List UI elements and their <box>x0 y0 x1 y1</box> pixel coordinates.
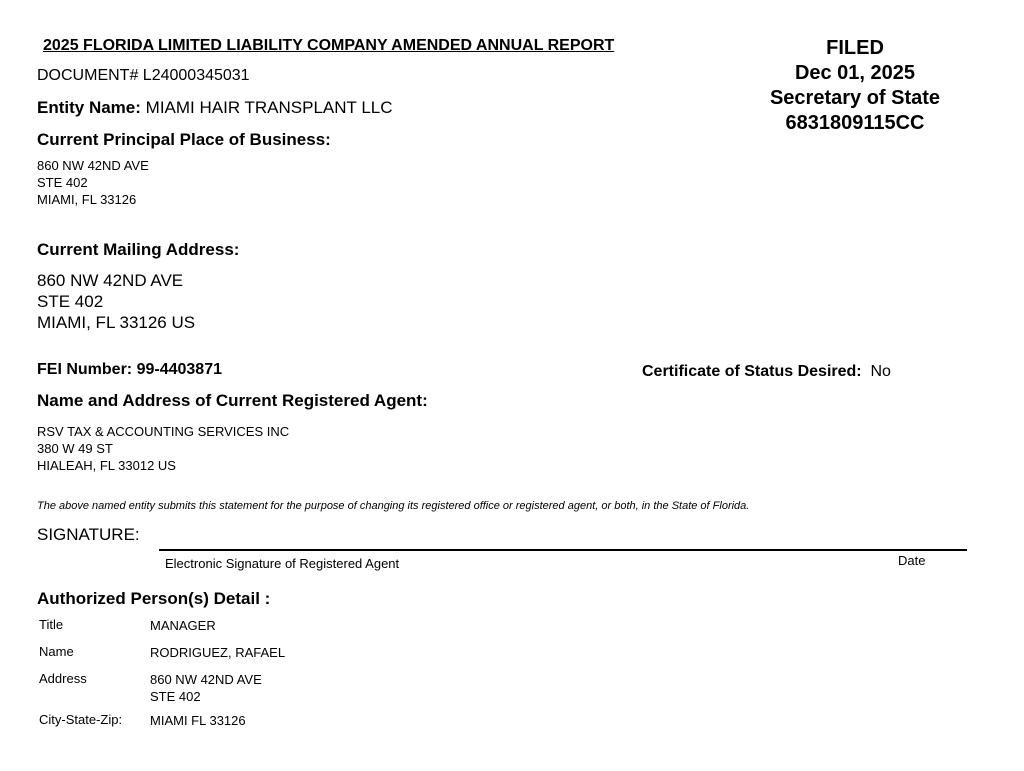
mailing-address-heading: Current Mailing Address: <box>37 240 240 259</box>
registered-agent-heading: Name and Address of Current Registered Agent: <box>37 391 428 410</box>
entity-name-value: MIAMI HAIR TRANSPLANT LLC <box>145 98 393 117</box>
registered-agent-line: RSV TAX & ACCOUNTING SERVICES INC <box>37 424 290 439</box>
signature-caption: Electronic Signature of Registered Agent <box>165 556 400 571</box>
certificate-status-label: Certificate of Status Desired: <box>642 363 862 380</box>
agent-statement: The above named entity submits this statement for the purpose of changing its registered office or registered agent, or both, in the State of Florida. <box>37 500 750 512</box>
signature-label: SIGNATURE: <box>37 525 140 544</box>
address-line: STE 402 <box>150 689 201 704</box>
city-state-zip-value: MIAMI FL 33126 <box>150 713 246 728</box>
name-value: RODRIGUEZ, RAFAEL <box>150 645 286 660</box>
signature-line <box>159 549 967 551</box>
filed-number: 6831809115CC <box>785 112 925 134</box>
document-number <box>37 67 250 85</box>
address-line: 860 NW 42ND AVE <box>150 672 262 687</box>
principal-address-line: 860 NW 42ND AVE <box>37 158 149 173</box>
principal-address-line: STE 402 <box>37 175 88 190</box>
authorized-persons-heading: Authorized Person(s) Detail : <box>37 589 271 608</box>
registered-agent-line: HIALEAH, FL 33012 US <box>37 458 176 473</box>
filed-authority: Secretary of State <box>769 87 941 109</box>
document-number-label: DOCUMENT# <box>37 67 139 84</box>
filed-label: FILED <box>826 37 884 59</box>
certificate-status-value: No <box>870 363 891 380</box>
principal-place-heading: Current Principal Place of Business: <box>37 130 331 149</box>
entity-name <box>37 98 393 118</box>
fei-number-value: 99-4403871 <box>136 361 222 378</box>
mailing-address-line: 860 NW 42ND AVE <box>37 271 184 290</box>
title-label: Title <box>39 617 64 632</box>
city-state-zip-label: City-State-Zip: <box>39 712 123 727</box>
document-number-value: L24000345031 <box>142 67 250 84</box>
registered-agent-line: 380 W 49 ST <box>37 441 113 456</box>
fei-number-label: FEI Number: <box>37 361 133 378</box>
filed-stamp <box>740 36 970 136</box>
report-title: 2025 FLORIDA LIMITED LIABILITY COMPANY AMENDED ANNUAL REPORT <box>43 37 615 54</box>
mailing-address-line: STE 402 <box>37 292 104 311</box>
address-value <box>150 671 262 705</box>
entity-name-label: Entity Name: <box>37 98 141 117</box>
signature-date-label: Date <box>898 553 926 568</box>
mailing-address <box>37 270 195 333</box>
mailing-address-line: MIAMI, FL 33126 US <box>37 313 196 332</box>
name-label: Name <box>39 644 74 659</box>
principal-place-address <box>37 157 149 208</box>
title-value: MANAGER <box>150 618 216 633</box>
fei-number <box>37 361 222 379</box>
principal-address-line: MIAMI, FL 33126 <box>37 192 137 207</box>
filed-date: Dec 01, 2025 <box>794 62 916 84</box>
registered-agent-address <box>37 423 289 474</box>
address-label: Address <box>39 671 87 686</box>
certificate-status <box>642 363 891 381</box>
